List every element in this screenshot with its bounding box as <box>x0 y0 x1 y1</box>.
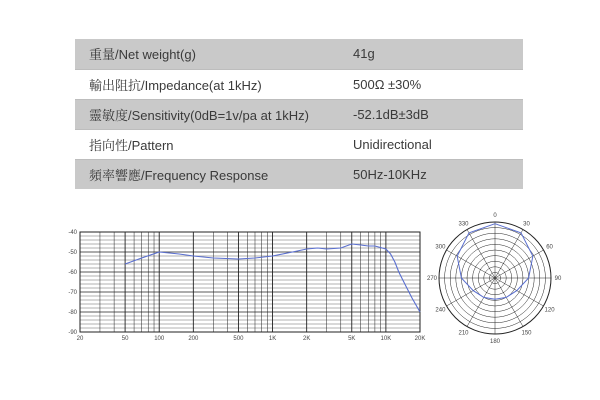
angle-tick-label: 30 <box>523 221 530 228</box>
polar-grid <box>439 222 551 334</box>
polar-spoke <box>447 278 495 306</box>
x-tick-label: 200 <box>188 336 199 342</box>
polar-spoke <box>495 278 523 326</box>
angle-tick-label: 240 <box>435 307 446 314</box>
x-tick-label: 50 <box>121 336 129 342</box>
y-tick-label: -60 <box>68 270 77 276</box>
angle-tick-label: 90 <box>554 276 562 282</box>
y-tick-label: -50 <box>68 250 77 256</box>
spec-row-pattern <box>75 129 523 159</box>
x-tick-label: 5K <box>348 336 356 342</box>
y-tick-label: -70 <box>68 290 77 296</box>
angle-tick-label: 150 <box>521 330 532 337</box>
freq-grid <box>80 232 420 332</box>
angle-tick-label: 60 <box>546 244 553 251</box>
spec-value: 500Ω ±30% <box>339 69 523 99</box>
polar-spoke <box>495 278 543 306</box>
spec-label: 靈敏度/Sensitivity(0dB=1v/pa at 1kHz) <box>75 99 339 129</box>
spec-value: 41g <box>339 39 523 69</box>
spec-value: -52.1dB±3dB <box>339 99 523 129</box>
spec-row-impedance <box>75 69 523 99</box>
angle-tick-label: 300 <box>435 244 446 251</box>
x-tick-label: 500 <box>233 336 244 342</box>
x-tick-label: 100 <box>154 336 165 342</box>
spec-label: 輸出阻抗/Impedance(at 1kHz) <box>75 69 339 99</box>
spec-table <box>75 39 523 189</box>
y-tick-label: -40 <box>68 230 77 236</box>
spec-row-weight <box>75 39 523 69</box>
x-tick-label: 2K <box>302 336 311 342</box>
spec-value: Unidirectional <box>339 129 523 159</box>
angle-tick-label: 0 <box>493 213 497 219</box>
angle-tick-label: 180 <box>489 339 501 345</box>
x-tick-label: 20K <box>414 336 426 342</box>
polar-spoke <box>495 230 523 278</box>
frequency-response-chart <box>58 224 438 344</box>
angle-tick-label: 120 <box>544 307 555 314</box>
polar-spoke <box>447 250 495 278</box>
angle-tick-label: 330 <box>458 221 469 228</box>
spec-label: 頻率響應/Frequency Response <box>75 159 339 189</box>
polar-spoke <box>495 250 543 278</box>
angle-tick-label: 210 <box>458 330 469 337</box>
polar-spoke <box>467 278 495 326</box>
y-tick-label: -80 <box>68 310 77 316</box>
spec-label: 指向性/Pattern <box>75 129 339 159</box>
spec-row-frequency <box>75 159 523 189</box>
polar-spoke <box>467 230 495 278</box>
spec-label: 重量/Net weight(g) <box>75 39 339 69</box>
x-tick-label: 1K <box>268 336 277 342</box>
plot-frame <box>80 232 420 332</box>
angle-tick-label: 270 <box>426 276 438 282</box>
spec-value: 50Hz-10KHz <box>339 159 523 189</box>
x-tick-label: 20 <box>76 336 84 342</box>
y-tick-label: -90 <box>68 330 77 336</box>
spec-row-sensitivity <box>75 99 523 129</box>
polar-pattern-chart <box>420 210 570 350</box>
x-tick-label: 10K <box>380 336 392 342</box>
